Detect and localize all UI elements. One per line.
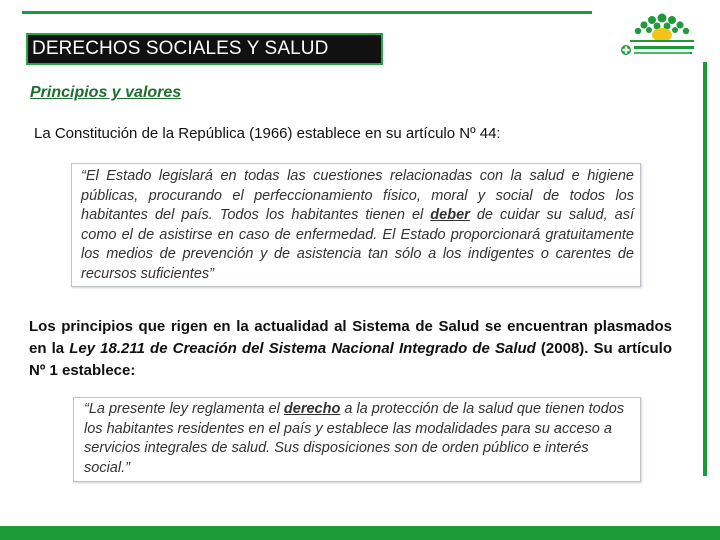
quote1-text-after: de cuidar su salud, así como el de asistirse en caso de enfermedad. El Estado proporcionará gratuitamente los medios de prevención y de asistencia tan sólo a los indigentes o carentes de recursos suficientes”: [81, 207, 635, 282]
law-name: Ley 18.211 de Creación del Sistema Nacional Integrado de Salud: [69, 340, 536, 357]
constitution-quote: [71, 163, 641, 287]
law-article-quote: [73, 397, 641, 482]
law-paragraph: [29, 316, 672, 382]
paragraph-text-after: (2008). Su artículo Nº 1 establece:: [29, 340, 672, 379]
right-green-rule: [703, 62, 707, 476]
quote1-text-before: “El Estado legislará en todas las cuestiones relacionadas con la salud e higiene públicas, procurando el perfeccionamiento físico, moral y social de todos los habitantes del país. Todos los habitantes tienen el: [81, 168, 634, 223]
quote2-text-before: “La presente ley reglamenta el: [84, 401, 284, 417]
top-green-rule: [22, 11, 592, 14]
keyword-deber: deber: [430, 207, 470, 223]
page-title: DERECHOS SOCIALES Y SALUD: [26, 33, 383, 65]
ministry-logo-icon: [616, 4, 708, 66]
paragraph-text-before: Los principios que rigen en la actualidad al Sistema de Salud se encuentran plasmados en la: [29, 318, 672, 357]
keyword-derecho: derecho: [283, 401, 341, 417]
quote2-text-after: a la protección de la salud que tienen todos los habitantes residentes en el país y establece las modalidades para su acceso a servicios integrales de salud. Sus disposiciones son de orden público e interés social.”: [84, 401, 625, 476]
intro-text: La Constitución de la República (1966) establece en su artículo Nº 44:: [34, 125, 501, 142]
section-subtitle: Principios y valores: [30, 84, 182, 101]
bottom-green-bar: [0, 526, 720, 540]
